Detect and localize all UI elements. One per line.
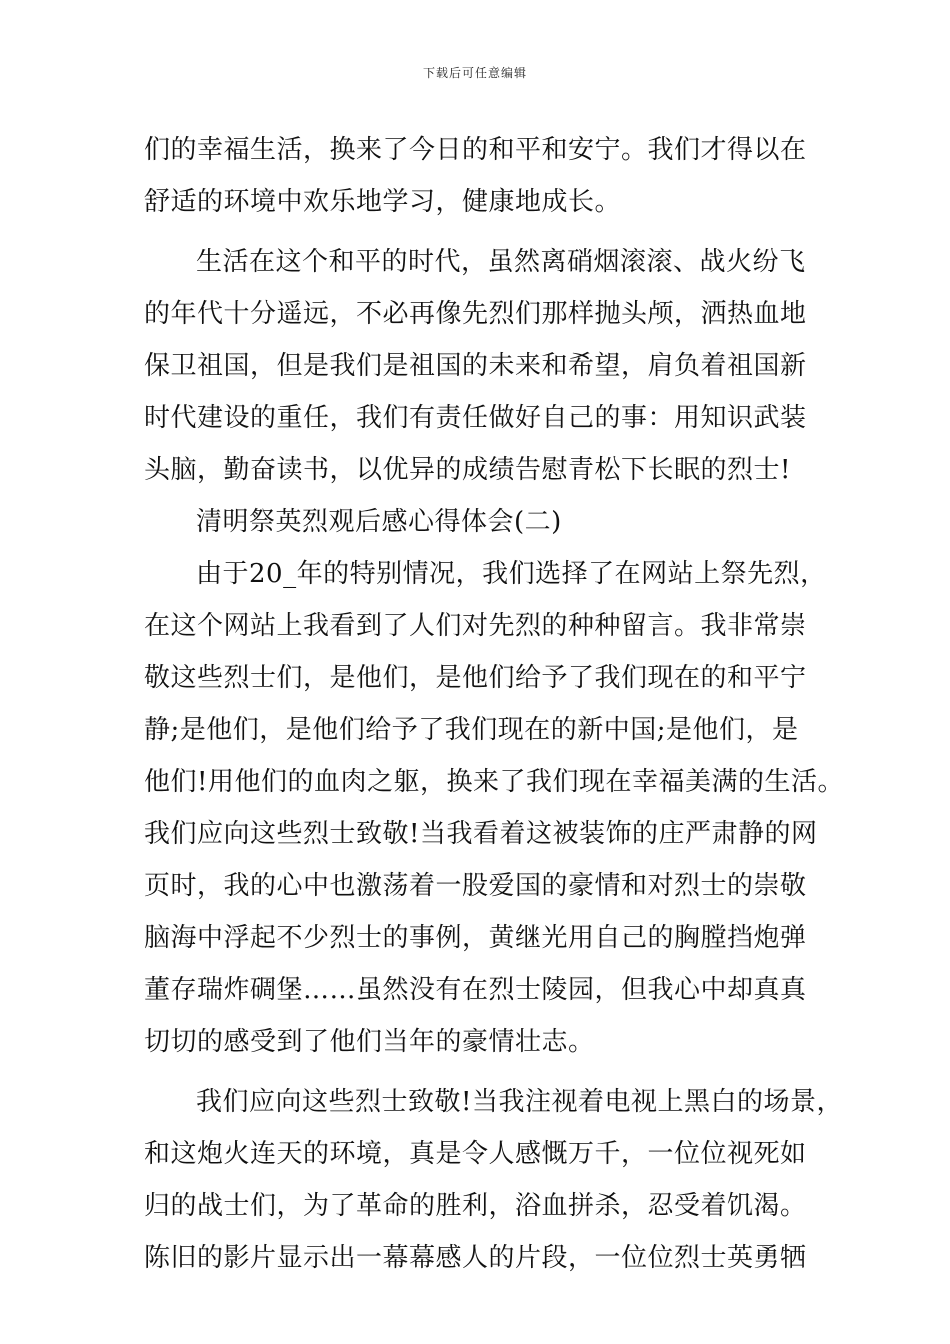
page-header-note: 下载后可任意编辑	[422, 66, 527, 80]
text-line: 董存瑞炸碉堡……虽然没有在烈士陵园，但我心中却真真	[144, 975, 807, 1005]
text-line: 在这个网站上我看到了人们对先烈的种种留言。我非常崇	[144, 611, 807, 641]
text-line: 们的幸福生活，换来了今日的和平和安宁。我们才得以在	[144, 135, 807, 165]
text-line: 他们!用他们的血肉之躯，换来了我们现在幸福美满的生活。	[144, 767, 844, 797]
paragraph-start-line: 由于20_年的特别情况，我们选择了在网站上祭先烈，	[196, 559, 827, 589]
document-body	[144, 124, 844, 1284]
text-line: 脑海中浮起不少烈士的事例，黄继光用自己的胸膛挡炮弹	[144, 923, 807, 953]
text-line: 静;是他们，是他们给予了我们现在的新中国;是他们，是	[144, 715, 799, 745]
section-heading: 清明祭英烈观后感心得体会(二)	[196, 507, 562, 537]
text-line: 敬这些烈士们，是他们，是他们给予了我们现在的和平宁	[144, 663, 807, 693]
paragraph-start-line: 我们应向这些烈士致敬!当我注视着电视上黑白的场景，	[196, 1087, 843, 1117]
text-line: 归的战士们，为了革命的胜利，浴血拼杀，忍受着饥渴。	[144, 1191, 807, 1221]
text-line: 页时，我的心中也激荡着一股爱国的豪情和对烈士的崇敬	[144, 871, 807, 901]
text-line: 的年代十分遥远，不必再像先烈们那样抛头颅，洒热血地	[144, 299, 807, 329]
text-line: 我们应向这些烈士致敬!当我看着这被装饰的庄严肃静的网	[144, 819, 818, 849]
text-line: 时代建设的重任，我们有责任做好自己的事：用知识武装	[144, 403, 807, 433]
paragraph-start-line: 生活在这个和平的时代，虽然离硝烟滚滚、战火纷飞	[196, 247, 806, 277]
text-line: 陈旧的影片显示出一幕幕感人的片段，一位位烈士英勇牺	[144, 1243, 807, 1273]
text-line: 和这炮火连天的环境，真是令人感慨万千，一位位视死如	[144, 1139, 807, 1169]
text-line: 舒适的环境中欢乐地学习，健康地成长。	[144, 187, 622, 217]
text-line: 切切的感受到了他们当年的豪情壮志。	[144, 1027, 595, 1057]
text-line: 头脑，勤奋读书，以优异的成绩告慰青松下长眠的烈士!	[144, 455, 791, 485]
text-line: 保卫祖国，但是我们是祖国的未来和希望，肩负着祖国新	[144, 351, 807, 381]
